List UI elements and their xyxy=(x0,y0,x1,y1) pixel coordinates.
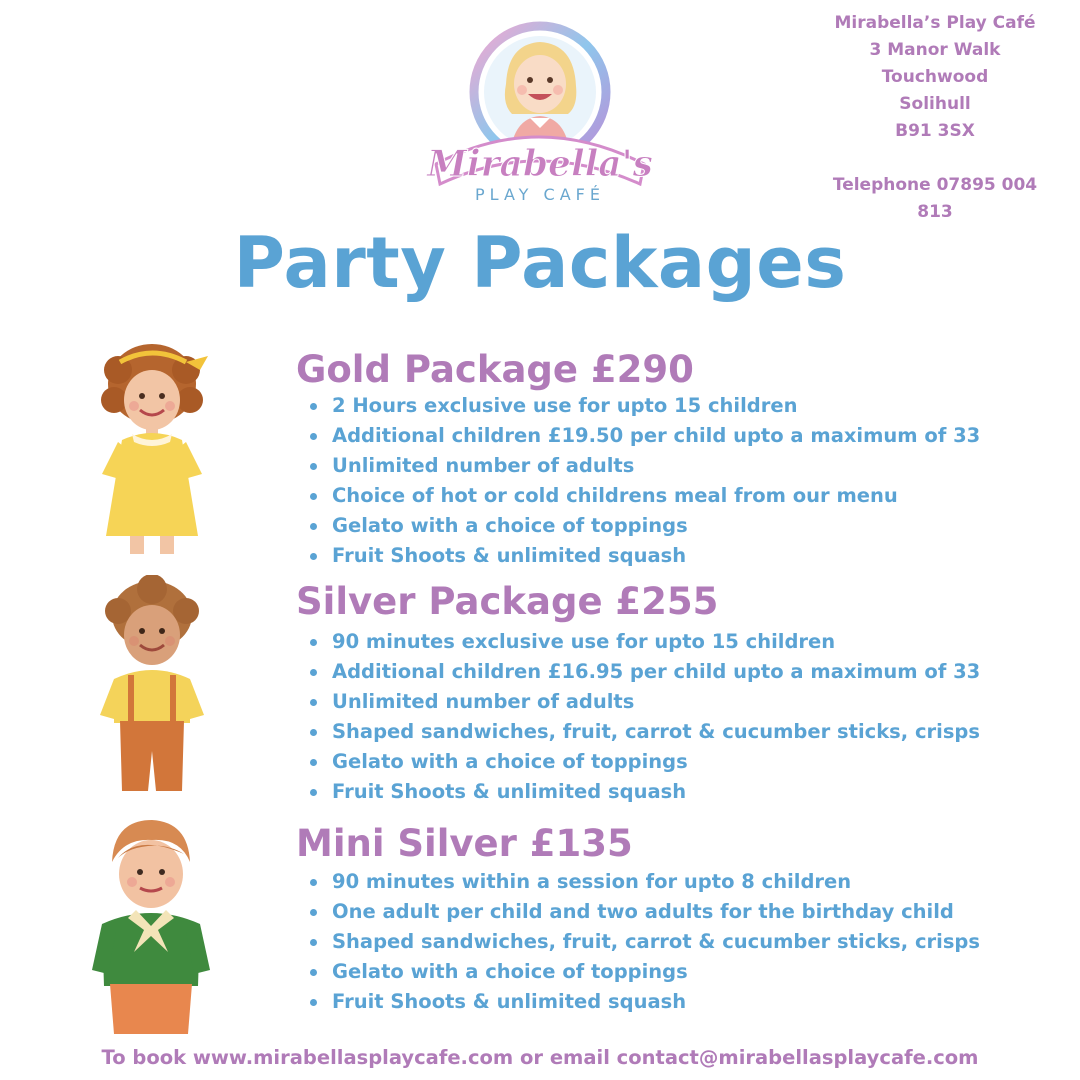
list-item: One adult per child and two adults for the birthday child xyxy=(332,897,980,927)
address-block xyxy=(820,10,1050,226)
boy-orange-overalls-illustration xyxy=(92,575,212,799)
address-spacer xyxy=(820,145,1050,172)
silver-package-list xyxy=(332,627,980,807)
list-item: Unlimited number of adults xyxy=(332,451,980,481)
address-postcode: B91 3SX xyxy=(895,121,975,141)
silver-package-title: Silver Package £255 xyxy=(296,580,719,623)
list-item: Gelato with a choice of toppings xyxy=(332,957,980,987)
brand-logo xyxy=(418,14,658,204)
list-item: Additional children £16.95 per child upto a maximum of 33 xyxy=(332,657,980,687)
mini-silver-package-title: Mini Silver £135 xyxy=(296,822,633,865)
list-item: Fruit Shoots & unlimited squash xyxy=(332,777,980,807)
list-item: Gelato with a choice of toppings xyxy=(332,747,980,777)
mini-silver-package-list xyxy=(332,867,980,1017)
list-item: 90 minutes within a session for upto 8 children xyxy=(332,867,980,897)
address-line-3: Solihull xyxy=(899,94,971,114)
gold-package-title: Gold Package £290 xyxy=(296,348,694,391)
gold-package-list xyxy=(332,391,980,571)
list-item: Shaped sandwiches, fruit, carrot & cucumber sticks, crisps xyxy=(332,717,980,747)
list-item: Gelato with a choice of toppings xyxy=(332,511,980,541)
page-title: Party Packages xyxy=(233,222,847,304)
booking-footer: To book www.mirabellasplaycafe.com or email contact@mirabellasplaycafe.com xyxy=(101,1046,979,1069)
list-item: Unlimited number of adults xyxy=(332,687,980,717)
logo-brand-text: Mirabella's xyxy=(427,143,653,185)
logo-sub-text: PLAY CAFÉ xyxy=(475,185,605,204)
list-item: Choice of hot or cold childrens meal from our menu xyxy=(332,481,980,511)
list-item: 2 Hours exclusive use for upto 15 children xyxy=(332,391,980,421)
list-item: Fruit Shoots & unlimited squash xyxy=(332,987,980,1017)
girl-yellow-dress-illustration xyxy=(90,340,220,564)
address-line-1: 3 Manor Walk xyxy=(869,40,1001,60)
list-item: 90 minutes exclusive use for upto 15 children xyxy=(332,627,980,657)
address-line-2: Touchwood xyxy=(881,67,989,87)
list-item: Fruit Shoots & unlimited squash xyxy=(332,541,980,571)
list-item: Additional children £19.50 per child upto a maximum of 33 xyxy=(332,421,980,451)
list-item: Shaped sandwiches, fruit, carrot & cucumber sticks, crisps xyxy=(332,927,980,957)
boy-green-jumper-illustration xyxy=(88,814,214,1042)
business-name: Mirabella’s Play Café xyxy=(834,13,1036,33)
telephone: Telephone 07895 004 813 xyxy=(832,175,1038,222)
